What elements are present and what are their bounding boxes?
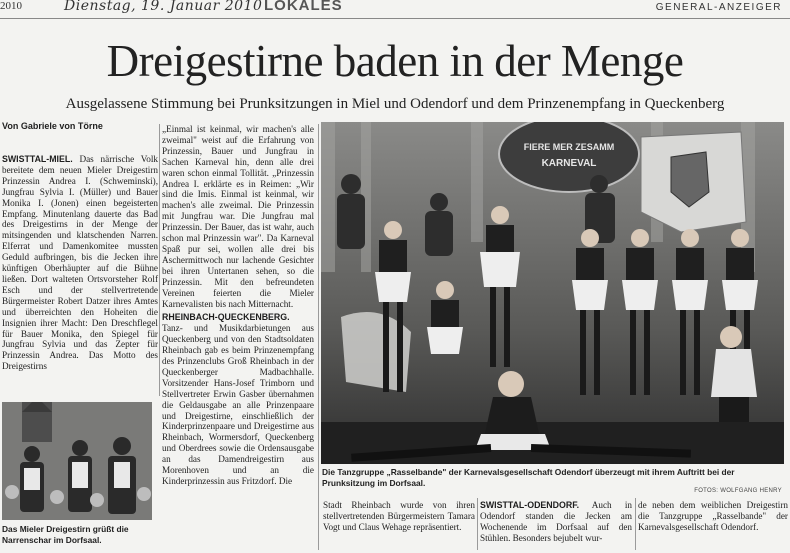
column-divider [477,498,478,550]
small-photo-caption: Das Mieler Dreigestirn grüßt die Narrenschar im Dorfsaal. [2,524,129,545]
column-2-text-1: „Einmal ist keinmal, wir machen's alle zweimal" weist auf die Erfahrung von Prinzessin, Bauer und Jungfrau in Sachen Karneval hin, denn alle drei waren schon einmal Tollität. „Prinzessin Andrea I. erklärte es in Reimen: „Wir sind die Imis. Einmal ist keinmal, wir machen's alle zweimal. Die Prinzessin mit Jungfrau war. Die Jungfrau mal Prinzessin. Der Bauer, das ist wahr, auch schon mal Prinzessin war". Da Karneval Spaß pur sei, wollen alle drei bis Aschermittwoch nur lachende Gesichter bei ihren Untertanen sehen, so die Prinzessin. Mit den befreundeten Vereinen feierten die Mieler Karnevalisten bis nach Mitternacht. [162,124,314,309]
article-column-4 [480,500,632,544]
article-byline: Von Gabriele von Törne [2,121,103,131]
header-rule [0,18,790,19]
dateline-queckenberg: RHEINBACH-QUECKENBERG. [162,312,290,323]
article-headline: Dreigestirne baden in der Menge [106,36,684,86]
photo-credit: FOTOS: WOLFGANG HENRY [694,488,782,494]
column-2-text-2: Tanz- und Musikdarbietungen aus Queckenberg und von den Stadtsoldaten Rheinbach gab es beim Prinzenempfang des Prinzenclubs Groß Rheinbach in der Queckenberger Madbachhalle. Vorsitzender Hans-Josef Trimborn und Stellvertreter Erwin Gasber übernahmen die Geldausgabe an alle Prinzenpaare und Dreigestirne, einschließlich der Kinderprinzenpaare und Dreigestirne aus Rheinbach, Wormersdorf, Queckenberg und Oberdrees sowie die Ordensausgabe an das Damendreigestirn aus Morenhoven und an die Kinderprinzessin aus Fritzdorf. Die [162,323,314,486]
article-column-2 [162,124,314,487]
column-divider [318,124,319,550]
small-photo [2,402,152,520]
main-photo [321,122,784,464]
column-4-text: Auch in Odendorf standen die Jecken am Wochenende im Dorfsaal auf den Stühlen. Besonders bejubelt wur- [480,500,632,543]
article-column-5 [638,500,788,533]
column-5-text: de neben dem weiblichen Dreigestirn die Tanzgruppe „Rasselbande" der Karnevalsgesellschaft Odendorf. [638,500,788,532]
section-name: LOKALES [264,0,343,14]
dreigestirn-photo-illustration [2,402,152,520]
dateline-miel: SWISTTAL-MIEL. [2,154,73,164]
banner-text-bottom: KARNEVAL [541,158,597,169]
article-subheadline: Ausgelassene Stimmung bei Prunksitzungen in Miel und Odendorf und dem Prinzenempfang in Queckenberg [65,96,725,112]
dateline-odendorf: SWISTTAL-ODENDORF. [480,500,580,510]
publication-name: GENERAL-ANZEIGER [655,2,782,13]
article-column-1 [2,154,158,372]
main-photo-caption: Die Tanzgruppe „Rasselbande" der Karnevalsgesellschaft Odendorf überzeugt mit ihrem Auftritt bei der Prunksitzung im Dorfsaal. [322,467,735,488]
column-divider [635,498,636,550]
column-3-text: Stadt Rheinbach wurde von ihren stellvertretenden Bürgermeistern Tamara Vogt und Claus Wehage repräsentiert. [323,500,475,532]
column-divider [159,124,160,396]
banner-text-top: FIERE MER ZESAMM [523,142,615,152]
page-year: 2010 [0,0,22,12]
page-date: Dienstag, 19. Januar 2010 [64,0,263,14]
article-column-3 [323,500,475,533]
dance-group-photo-illustration [321,122,784,464]
column-1-text: Das närrische Volk bereitete dem neuen Mieler Dreigestirn Prinzessin Andrea I. (Schweminski), Jungfrau Sylvia I. (Müller) und Bauer Monika I. (Jonen) einen begeisterten Empfang. Minutenlang dauerte das Bad des Dreigestirns in der Menge der mitsingenden und klatschenden Narren. Elferrat und Damenkomitee mussten Geduld aufbringen, bis die Jecken ihre künftigen Oberhäupter auf die Bühne ließen. Dort walteten Ortsvorsteher Rolf Esch und der stellvertretende Bürgermeister Robert Datzer ihres Amtes und überreichten den Hoheiten die Insignien ihrer Macht: Den Dreschflegel für Bauer Monika, den Spiegel für Jungfrau Sylvia und das Zepter für Prinzessin Andrea. Das Motto des Dreigestirns [2,154,158,372]
